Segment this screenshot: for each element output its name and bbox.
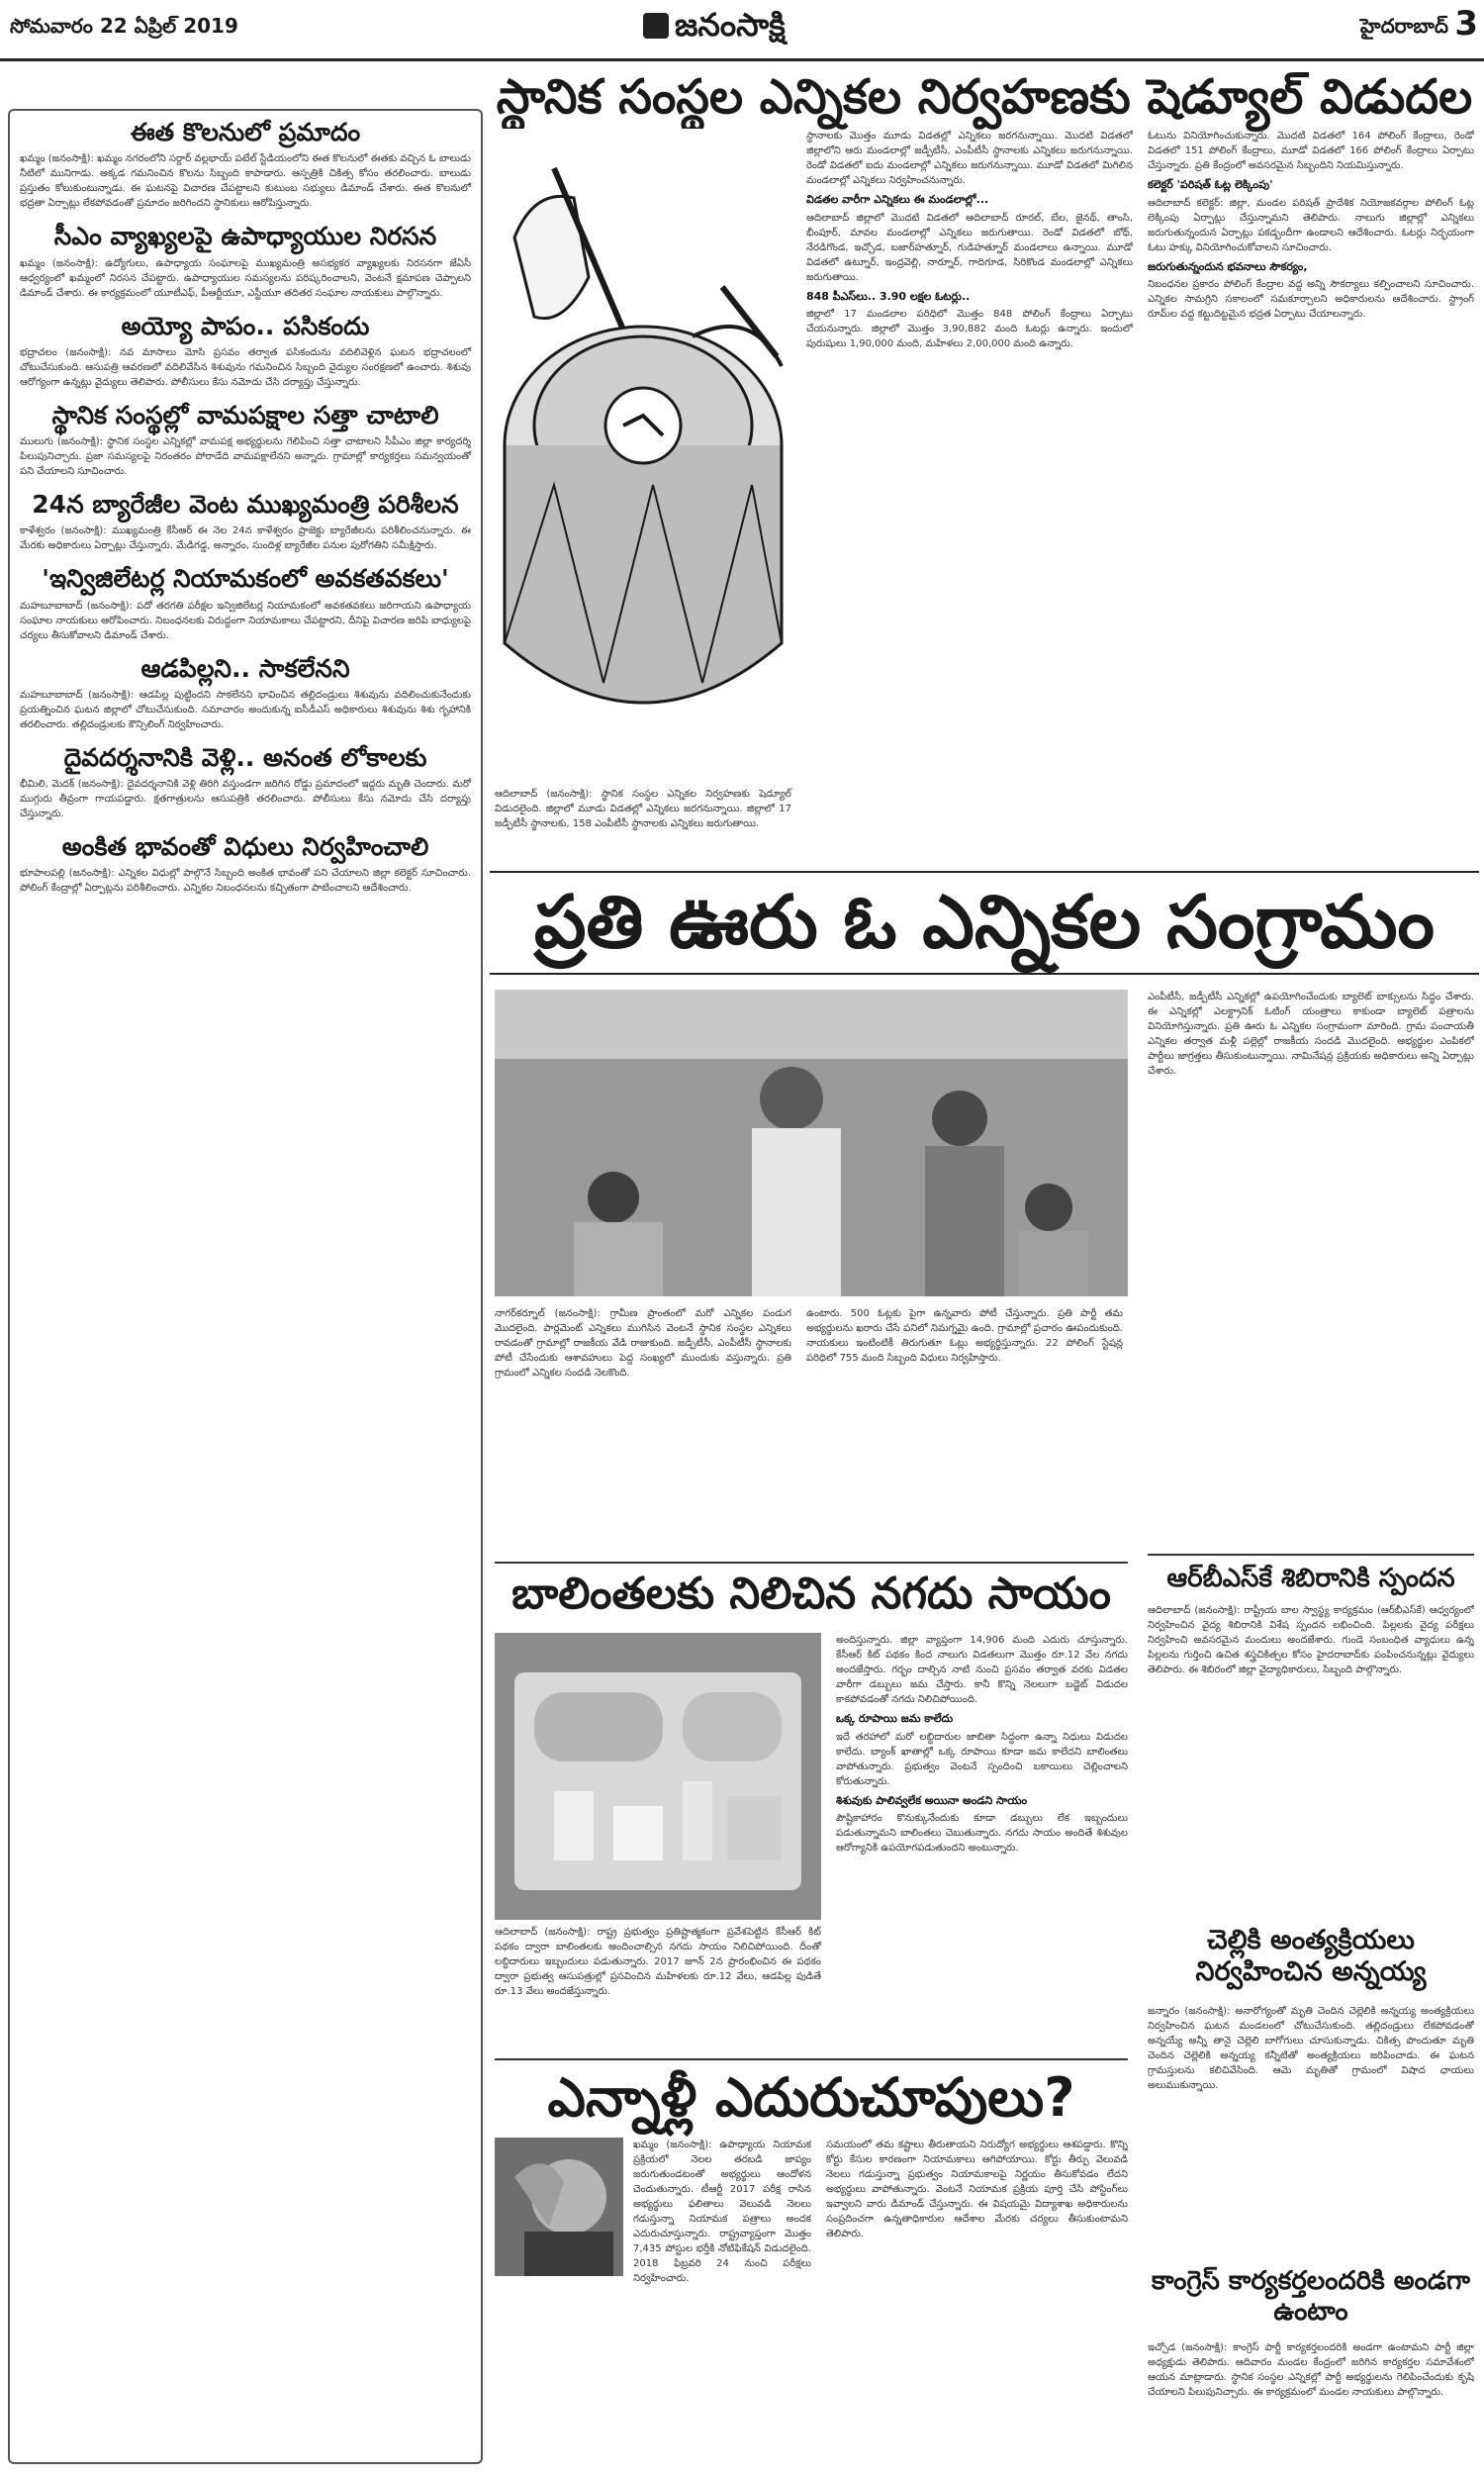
brief-body: ములుగు (జనంసాక్షి): స్థానిక సంస్థల ఎన్నికల్లో వామపక్ష అభ్యర్థులను గెలిపించి సత్తా చాటాలని సీపీఎం జిల్లా కార్యదర్శి పిలుపునిచ్చారు. ప్రజా సమస్యలపై నిరంతరం పోరాడేది వామపక్షాలేనని అన్నారు. గ్రామాల్లో కార్యకర్తలు సమన్వయంతో పని చేయాలని సూచించారు. xyxy=(20,436,471,477)
masthead xyxy=(0,0,1484,61)
rbsk-headline: ఆర్‌బీఎస్‌కే శిబిరానికి స్పందన xyxy=(1166,1564,1455,1593)
drum-illustration-icon xyxy=(495,129,791,782)
brother-body: జన్నారం (జనంసాక్షి): అనారోగ్యంతో మృతి చెందిన చెల్లెలికి అన్నయ్య అంత్యక్రియలు నిర్వహించిన ఘటన మండలంలో చోటుచేసుకుంది. తల్లిదండ్రులు లేకపోవడంతో అన్నయ్యే అన్నీ తానై చెల్లెలి బాగోగులు చూసుకున్నాడు. చికిత్స పొందుతూ మృతి చెందిన చెల్లెలికి అన్నయ్య కన్నీటితో అంత్యక్రియలు జరిపించాడు. ఈ ఘటన గ్రామస్తులను కలిచివేసింది. ఆమె మృతితో గ్రామంలో విషాద ఛాయలు అలుముకున్నాయి. xyxy=(1148,2006,1474,2091)
mothers-col2-text: అందిస్తున్నారు. జిల్లా వ్యాప్తంగా 14,906 మంది ఎదురు చూస్తున్నారు. కేసీఆర్ కిట్ పథకం కింద నాలుగు విడతలుగా మొత్తం రూ.12 వేల నగదు అందజేస్తారు. గర్భం దాల్చిన నాటి నుంచి ప్రసవం తర్వాత వరకు విడతల వారీగా డబ్బులు జమ చేస్తారు. కానీ కొన్ని నెలలుగా బడ్జెట్ విడుదల కాకపోవడంతో నగదు నిలిచిపోయింది. xyxy=(836,1635,1128,1705)
mothers-caption: ఆదిలాబాద్ (జనంసాక్షి): రాష్ట్ర ప్రభుత్వం ప్రతిష్టాత్మకంగా ప్రవేశపెట్టిన కేసీఆర్ కిట్ పథకం ద్వారా బాలింతలకు అందించాల్సిన నగదు సాయం నిలిచిపోయింది. దీంతో లబ్ధిదారులు ఇబ్బందులు పడుతున్నారు. 2017 జూన్ 2న ప్రారంభించిన ఈ పథకం ద్వారా ప్రభుత్వ ఆసుపత్రుల్లో ప్రసవించిన మహిళలకు రూ.12 వేలు, ఆడపిల్ల పుడితే రూ.13 వేలు అందజేస్తున్నారు. xyxy=(495,1927,821,1997)
village-column-right: ఎంపీటీసీ, జడ్పీటీసీ ఎన్నికల్లో ఉపయోగించేందుకు బ్యాలెట్ బాక్సులను సిద్ధం చేశారు. ఈ ఎన్నికల్లో ఎలక్ట్రానిక్ ఓటింగ్ యంత్రాలు కాకుండా బ్యాలెట్ పత్రాలను వినియోగిస్తున్నారు. ప్రతి ఊరు ఓ ఎన్నికల సంగ్రామంగా మారింది. గ్రామ పంచాయతీ ఎన్నికల తర్వాత మళ్లీ పల్లెల్లో రాజకీయ సందడి మొదలైంది. అభ్యర్థుల ఎంపికలో పార్టీలు జాగ్రత్తలు తీసుకుంటున్నాయి. నామినేషన్ల ప్రక్రియకు అధికారులు అన్ని ఏర్పాట్లు చేశారు. xyxy=(1148,992,1474,1077)
brief-body: ఖమ్మం (జనంసాక్షి): ఖమ్మం నగరంలోని సర్దార్ వల్లభాయ్ పటేల్ స్టేడియంలోని ఈత కొలనులో ఈతకు వచ్చిన ఓ బాలుడు నీటిలో మునిగాడు. అక్కడ గమనించిన కొలను సిబ్బంది కాపాడారు. ఆస్పత్రికి చికిత్స కోసం తరలించారు. బాలుడు ప్రస్తుతం కోలుకుంటున్నాడు. ఈ ఘటనపై విచారణ చేపట్టాలని కుటుంబ సభ్యులు డిమాండ్ చేశారు. ఈత కొలనులో భద్రతా ఏర్పాట్లు లేకపోవడంతో ప్రమాదం జరిగిందని స్థానికులు ఆరోపిస్తున్నారు. xyxy=(20,153,471,210)
kcr-kit-photo-icon xyxy=(495,1633,821,1920)
brief-headline: అయ్యో పాపం.. పసికందు xyxy=(121,311,370,340)
lead-col1-subhead: విడతల వారీగా ఎన్నికలు ఈ మండలాల్లో... xyxy=(806,193,989,206)
brief-body: మహబూబాబాద్ (జనంసాక్షి): ఆడపిల్ల పుట్టిందని సాకలేనని భావించిన తల్లిదండ్రులు శిశువును వదిలించుకునేందుకు ప్రయత్నించిన ఘటన జిల్లాలో చోటుచేసుకుంది. సమాచారం అందుకున్న ఐసీడీఎస్ అధికారులు శిశువును శిశు గృహానికి తరలించారు. తల్లిదండ్రులకు కౌన్సిలింగ్ నిర్వహించారు. xyxy=(20,689,471,730)
lead-col1-subhead-2: 848 పీఎస్‌లు.. 3.90 లక్షల ఓటర్లు.. xyxy=(806,289,971,303)
brief-girl-child xyxy=(20,653,471,732)
brief-headline: అంకిత భావంతో విధులు నిర్వహించాలి xyxy=(61,832,429,861)
village-column-left: నాగర్‌కర్నూల్ (జనంసాక్షి): గ్రామీణ ప్రాంతంలో మరో ఎన్నికల పండుగ మొదలైంది. పార్లమెంట్ ఎన్నికలు ముగిసిన వెంటనే స్థానిక సంస్థల ఎన్నికలు రావడంతో గ్రామాల్లో రాజకీయ వేడి రాజుకుంది. జడ్పీటీసీ, ఎంపీటీసీ స్థానాలకు పోటీ చేసేందుకు ఆశావహులు పెద్ద సంఖ్యలో ముందుకు వస్తున్నారు. ప్రతి గ్రామంలో ఎన్నికల సందడి నెలకొంది. xyxy=(495,1308,791,1379)
brief-duties xyxy=(20,831,471,896)
lead-column-1 xyxy=(806,129,1133,851)
lead-caption: ఆదిలాబాద్ (జనంసాక్షి): స్థానిక సంస్థల ఎన్నికల నిర్వహణకు షెడ్యూల్ విడుదలైంది. జిల్లాలో మూడు విడతల్లో ఎన్నికలు జరగనున్నాయి. జిల్లాలో 17 జడ్పీటీసీ స్థానాలకు, 158 ఎంపీటీసీ స్థానాలకు ఎన్నికలు జరుగుతాయి. xyxy=(495,789,791,829)
divider xyxy=(495,2058,1128,2060)
lead-col1-text: స్థానాలకు మొత్తం మూడు విడతల్లో ఎన్నికలు జరగనున్నాయి. మొదటి విడతలో జిల్లాలోని ఆరు మండలాల్లో జడ్పీటీసీ, ఎంపీటీసీ స్థానాలకు ఎన్నికలు జరుగనున్నాయి. రెండో విడతలో ఐదు మండలాల్లో ఎన్నికలు జరుగనున్నాయి. మూడో విడతలో మిగిలిన మండలాల్లో ఎన్నికలు నిర్వహించనున్నారు. xyxy=(806,131,1133,186)
brief-headline: 24న బ్యారేజీల వెంట ముఖ్యమంత్రి పరిశీలన xyxy=(32,490,459,519)
divider xyxy=(495,1562,1128,1564)
brief-headline: దైవదర్శనానికి వెళ్లి.. అనంత లోకాలకు xyxy=(63,742,427,772)
edition-city: హైదరాబాద్ xyxy=(1359,14,1448,38)
lead-col2b-text: ఆదిలాబాద్ కలెక్టర్: జిల్లా, మండల పరిషత్ ప్రాదేశిక నియోజకవర్గాల పోలింగ్ ఓట్ల లెక్కింపు ఏర్పాట్లు చేస్తున్నామని తెలిపారు. నాలుగు జిల్లాల్లో ఎన్నికలు జరుగుతున్నందున ఏర్పాట్లు పకడ్బందీగా ఉండాలని ఆదేశించారు. ఓటర్లు నిర్భయంగా ఓటు హక్కు వినియోగించుకోవాలని సూచించారు. xyxy=(1148,197,1474,253)
village-column-mid: ఉంటారు. 500 ఓట్లకు పైగా ఉన్నవారు పోటీ చేస్తున్నారు. ప్రతి పార్టీ తమ అభ్యర్థులను ఖరారు చేసే పనిలో నిమగ్నమై ఉంది. గ్రామాల్లో ప్రచారం ఊపందుకుంది. నాయకులు ఇంటింటికీ తిరుగుతూ ఓట్లు అభ్యర్థిస్తున్నారు. 22 పోలింగ్ స్టేషన్ల పరిధిలో 755 మంది సిబ్బంది విధులు నిర్వహిస్తారు. xyxy=(806,1308,1123,1364)
mothers-subhead-2: శిశువుకు పాలివ్వలేక అయినా అండని సాయం xyxy=(836,1793,1028,1807)
page-number: 3 xyxy=(1454,4,1478,44)
brief-headline: ఆడపిల్లని.. సాకలేనని xyxy=(140,653,350,683)
lead-col2-subhead: కలెక్టర్ 'పరిషత్ ఓట్ల లెక్కింపు' xyxy=(1148,178,1273,191)
congress-body: ఇచ్చోడ (జనంసాక్షి): కాంగ్రెస్ పార్టీ కార్యకర్తలందరికి అండగా ఉంటామని పార్టీ జిల్లా అధ్యక్షుడు తెలిపారు. ఆదివారం మండల కేంద్రంలో జరిగిన కార్యకర్తల సమావేశంలో ఆయన మాట్లాడారు. స్థానిక సంస్థల ఎన్నికల్లో పార్టీ అభ్యర్థులను గెలిపించేందుకు కృషి చేయాలని పిలుపునిచ్చారు. ఈ కార్యక్రమంలో మండల నాయకులు పాల్గొన్నారు. xyxy=(1148,2342,1474,2398)
lead-col2-text: ఓటును వినియోగించుకున్నారు. మొదటి విడతలో 164 పోలింగ్ కేంద్రాలు, రెండో విడతలో 151 పోలింగ్ కేంద్రాలు, మూడో విడతలో 166 పోలింగ్ కేంద్రాలు ఏర్పాటు చేస్తున్నారు. ప్రతి కేంద్రంలో అవసరమైన సిబ్బందిని నియమిస్తున్నారు. xyxy=(1148,131,1474,171)
mothers-headline: బాలింతలకు నిలిచిన నగదు సాయం xyxy=(511,1569,1111,1619)
mothers-col2c-text: పౌష్టికాహారం కొనుక్కునేందుకు కూడా డబ్బులు లేక ఇబ్బందులు పడుతున్నామని బాలింతలు చెబుతున్నారు. నగదు సాయం అందితే శిశువుల ఆరోగ్యానికి ఉపయోగపడుతుందని అంటున్నారు. xyxy=(836,1813,1128,1854)
brief-accident xyxy=(20,742,471,821)
brief-invigilators xyxy=(20,563,471,642)
issue-date: సోమవారం 22 ఏప్రిల్ 2019 xyxy=(10,14,238,38)
brief-headline: స్థానిక సంస్థల్లో వామపక్షాల సత్తా చాటాలి xyxy=(51,400,439,429)
brief-teachers-protest xyxy=(20,221,471,300)
mothers-col2b-text: ఇదే తరహాలో మరో లబ్ధిదారుల జాబితా సిద్ధంగా ఉన్నా నిధులు విడుదల కాలేదు. బ్యాంక్ ఖాతాల్లో ఒక్క రూపాయి కూడా జమ కాలేదని బాలింతలు వాపోతున్నారు. ప్రభుత్వం వెంటనే స్పందించి బకాయిలు చెల్లించాలని కోరుతున్నారు. xyxy=(836,1731,1128,1787)
brief-body: మహబూబాబాద్ (జనంసాక్షి): పదో తరగతి పరీక్షల ఇన్విజిలేటర్ల నియామకంలో అవకతవకలు జరిగాయని ఉపాధ్యాయ సంఘాల నాయకులు ఆరోపించారు. నిబంధనలకు విరుద్ధంగా నియామకాలు చేపట్టారని, దీనిపై విచారణ జరిపి బాధ్యులపై చర్యలు తీసుకోవాలని డిమాండ్ చేశారు. xyxy=(20,600,471,641)
brief-headline: ఈత కొలనులో ప్రమాదం xyxy=(130,118,361,146)
mothers-subhead: ఒక్క రూపాయి జమ కాలేదు xyxy=(836,1712,954,1725)
brief-body: భద్రాచలం (జనంసాక్షి): నవ మాసాలు మోసి ప్రసవం తర్వాత పసికందును వదిలివెళ్లిన ఘటన భద్రాచలంలో చోటుచేసుకుంది. ఆసుపత్రి ఆవరణలో వదిలివేసిన శిశువును గమనించిన సిబ్బంది వైద్యుల సంరక్షణలో ఉంచారు. శిశువు ఆరోగ్యంగా ఉన్నట్లు వైద్యులు తెలిపారు. పోలీసులు కేసు నమోదు చేసి దర్యాప్తు చేస్తున్నారు. xyxy=(20,346,471,388)
brother-headline: చెల్లికి అంత్యక్రియలు నిర్వహించిన అన్నయ్య xyxy=(1195,1925,1427,1988)
brief-body: భీమిలి, మెదక్ (జనంసాక్షి): దైవదర్శనానికి వెళ్లి తిరిగి వస్తుండగా జరిగిన రోడ్డు ప్రమాదంలో ఇద్దరు మృతి చెందారు. మరో ముగ్గురు తీవ్రంగా గాయపడ్డారు. క్షతగాత్రులను ఆసుపత్రికి తరలించారు. పోలీసులు కేసు నమోదు చేసి దర్యాప్తు చేస్తున్నారు. xyxy=(20,779,471,819)
waiting-headline: ఎన్నాళ్లీ ఎదురుచూపులు? xyxy=(547,2066,1075,2129)
kcr-kit-photo xyxy=(495,1633,821,1920)
lead-column-2 xyxy=(1148,129,1474,851)
brief-infant xyxy=(20,311,471,390)
logo-text: జనంసాక్షి xyxy=(675,6,786,44)
lead-col2c-text: నిబంధనల ప్రకారం పోలింగ్ కేంద్రాల వద్ద అన్ని సౌకర్యాలు కల్పించాలని సూచించారు. ఎన్నికల సామగ్రిని సకాలంలో సమకూర్చాలని అధికారులను ఆదేశించారు. స్ట్రాంగ్ రూమ్‌ల వద్ద కట్టుదిట్టమైన భద్రత ఏర్పాటు చేయాలన్నారు. xyxy=(1148,279,1474,320)
brief-body: కాళేశ్వరం (జనంసాక్షి): ముఖ్యమంత్రి కేసీఆర్ ఈ నెల 24న కాళేశ్వరం ప్రాజెక్టు బ్యారేజీలను పరిశీలించనున్నారు. ఈ మేరకు అధికారులు ఏర్పాట్లు చేస్తున్నారు. మేడిగడ్డ, అన్నారం, సుందిళ్ల బ్యారేజీల పనుల పురోగతిని సమీక్షిస్తారు. xyxy=(20,525,471,552)
polling-staff-photo-icon xyxy=(495,990,1128,1296)
village-headline: ప్రతి ఊరు ఓ ఎన్నికల సంగ్రామం xyxy=(490,871,1479,975)
polling-staff-photo xyxy=(495,990,1128,1296)
brief-barrages xyxy=(20,489,471,553)
brief-body: ఖమ్మం (జనంసాక్షి): ఉద్యోగులు, ఉపాధ్యాయ సంఘాలపై ముఖ్యమంత్రి అసభ్యకర వ్యాఖ్యలకు నిరసనగా జేఏసీ ఆధ్వర్యంలో ఖమ్మంలో నిరసన చేపట్టారు. ఉపాధ్యాయుల సమస్యలను పరిష్కరించాలని, వెంటనే క్షమాపణ చెప్పాలని డిమాండ్ చేశారు. ఈ కార్యక్రమంలో యూటీఎఫ్, పీఆర్టీయూ, ఎస్టీయూ తదితర సంఘాల నాయకులు పాల్గొన్నారు. xyxy=(20,257,471,299)
lead-col1b-text: ఆదిలాబాద్ జిల్లాలో మొదటి విడతలో ఆదిలాబాద్ రూరల్, బేల, జైనథ్, తాంసి, భీంపూర్, మావల మండలాల్లో ఎన్నికలు జరుగుతాయి. రెండో విడతలో బోథ్, నేరడిగొండ, ఇచ్చోడ, బజార్‌హత్నూర్, గుడిహత్నూర్ మండలాలు ఉన్నాయి. మూడో విడతలో ఉట్నూర్, ఇంద్రవెల్లి, నార్నూర్, గాదిగూడ, సిరికొండ మండలాల్లో ఎన్నికలు జరుగుతాయి. xyxy=(806,212,1133,283)
brief-swimming-pool xyxy=(20,117,471,211)
waiting-column-1: ఖమ్మం (జనంసాక్షి): ఉపాధ్యాయ నియామక ప్రక్రియలో నెలల తరబడి జాప్యం జరుగుతుండటంతో అభ్యర్థులు ఆందోళన చెందుతున్నారు. టీఆర్టీ 2017 పరీక్ష రాసిన అభ్యర్థులు ఫలితాలు వెలువడి నెలలు గడుస్తున్నా నియామక పత్రాలు అందక ఎదురుచూస్తున్నారు. రాష్ట్రవ్యాప్తంగా మొత్తం 7,435 పోస్టుల భర్తీకి నోటిఫికేషన్ విడుదలైంది. 2018 ఫిబ్రవరి 24 నుంచి పరీక్షలు నిర్వహించారు. xyxy=(633,2140,811,2284)
mothers-column xyxy=(836,1633,1128,2058)
brief-headline: సీఎం వ్యాఖ్యలపై ఉపాధ్యాయుల నిరసన xyxy=(53,222,437,251)
newspaper-logo xyxy=(643,6,786,51)
brief-body: భూపాలపల్లి (జనంసాక్షి): ఎన్నికల విధుల్లో పాల్గొనే సిబ్బంది అంకిత భావంతో పని చేయాలని జిల్లా కలెక్టర్ సూచించారు. పోలింగ్ కేంద్రాల్లో ఏర్పాట్లను పరిశీలించారు. ఎన్నికల నిబంధనలను కచ్చితంగా పాటించాలని ఆదేశించారు. xyxy=(20,868,471,895)
brief-left-parties xyxy=(20,400,471,479)
waiting-column-2: సమయంలో తమ కష్టాలు తీరుతాయని నిరుద్యోగ అభ్యర్థులు ఆశపడ్డారు. కొన్ని కోర్టు కేసుల కారణంగా నియామకాలు ఆగిపోయాయి. కోర్టు తీర్పు వెలువడి నెలలు గడుస్తున్నా ప్రభుత్వం నియామకాలపై నిర్ణయం తీసుకోవడం లేదని అభ్యర్థులు వాపోతున్నారు. వెంటనే నియామక ప్రక్రియ పూర్తి చేసి పోస్టింగ్‌లు ఇవ్వాలని వారు డిమాండ్ చేస్తున్నారు. ఈ విషయమై విద్యాశాఖ అధికారులను సంప్రదించగా ఉన్నతాధికారుల ఆదేశాల మేరకు చర్యలు తీసుకుంటామని తెలిపారు. xyxy=(826,2140,1128,2239)
rbsk-body: ఆదిలాబాద్ (జనంసాక్షి): రాష్ట్రీయ బాల స్వాస్థ్య కార్యక్రమం (ఆర్‌బీఎస్‌కే) ఆధ్వర్యంలో నిర్వహించిన వైద్య శిబిరానికి విశేష స్పందన లభించింది. పిల్లలకు వైద్య పరీక్షలు నిర్వహించి అవసరమైన మందులు అందజేశారు. గుండె సంబంధిత వ్యాధులు ఉన్న పిల్లలను గుర్తించి ఉచిత శస్త్రచికిత్సల కోసం హైదరాబాద్‌కు పంపించనున్నట్లు వైద్యులు తెలిపారు. ఈ శిబిరంలో జిల్లా వైద్యాధికారులు, సిబ్బంది పాల్గొన్నారు. xyxy=(1148,1605,1474,1675)
brief-headline: 'ఇన్విజిలేటర్ల నియామకంలో అవకతవకలు' xyxy=(42,564,449,594)
divider xyxy=(1148,1554,1474,1556)
lead-col2-subhead-2: జరుగుతున్నందున భవనాలు సౌకర్యం, xyxy=(1148,259,1308,273)
worried-man-photo xyxy=(495,2138,623,2276)
lead-col1c-text: జిల్లాలో 17 మండలాల పరిధిలో మొత్తం 848 పోలింగ్ కేంద్రాలు ఏర్పాటు చేయనున్నారు. జిల్లాలో మొత్తం 3,90,882 మంది ఓటర్లు ఉన్నారు. ఇందులో పురుషులు 1,90,000 మంది, మహిళలు 2,00,000 మంది ఉన్నారు. xyxy=(806,309,1133,349)
lead-headline: స్థానిక సంస్థల ఎన్నికల నిర్వహణకు షెడ్యూల్ విడుదల xyxy=(496,69,1473,125)
sidebar-briefs xyxy=(8,109,483,2464)
congress-headline: కాంగ్రెస్ కార్యకర్తలందరికి అండగా ఉంటాం xyxy=(1152,2266,1470,2328)
worried-man-photo-icon xyxy=(495,2138,623,2276)
janamsakshi-logo-icon xyxy=(643,13,669,39)
